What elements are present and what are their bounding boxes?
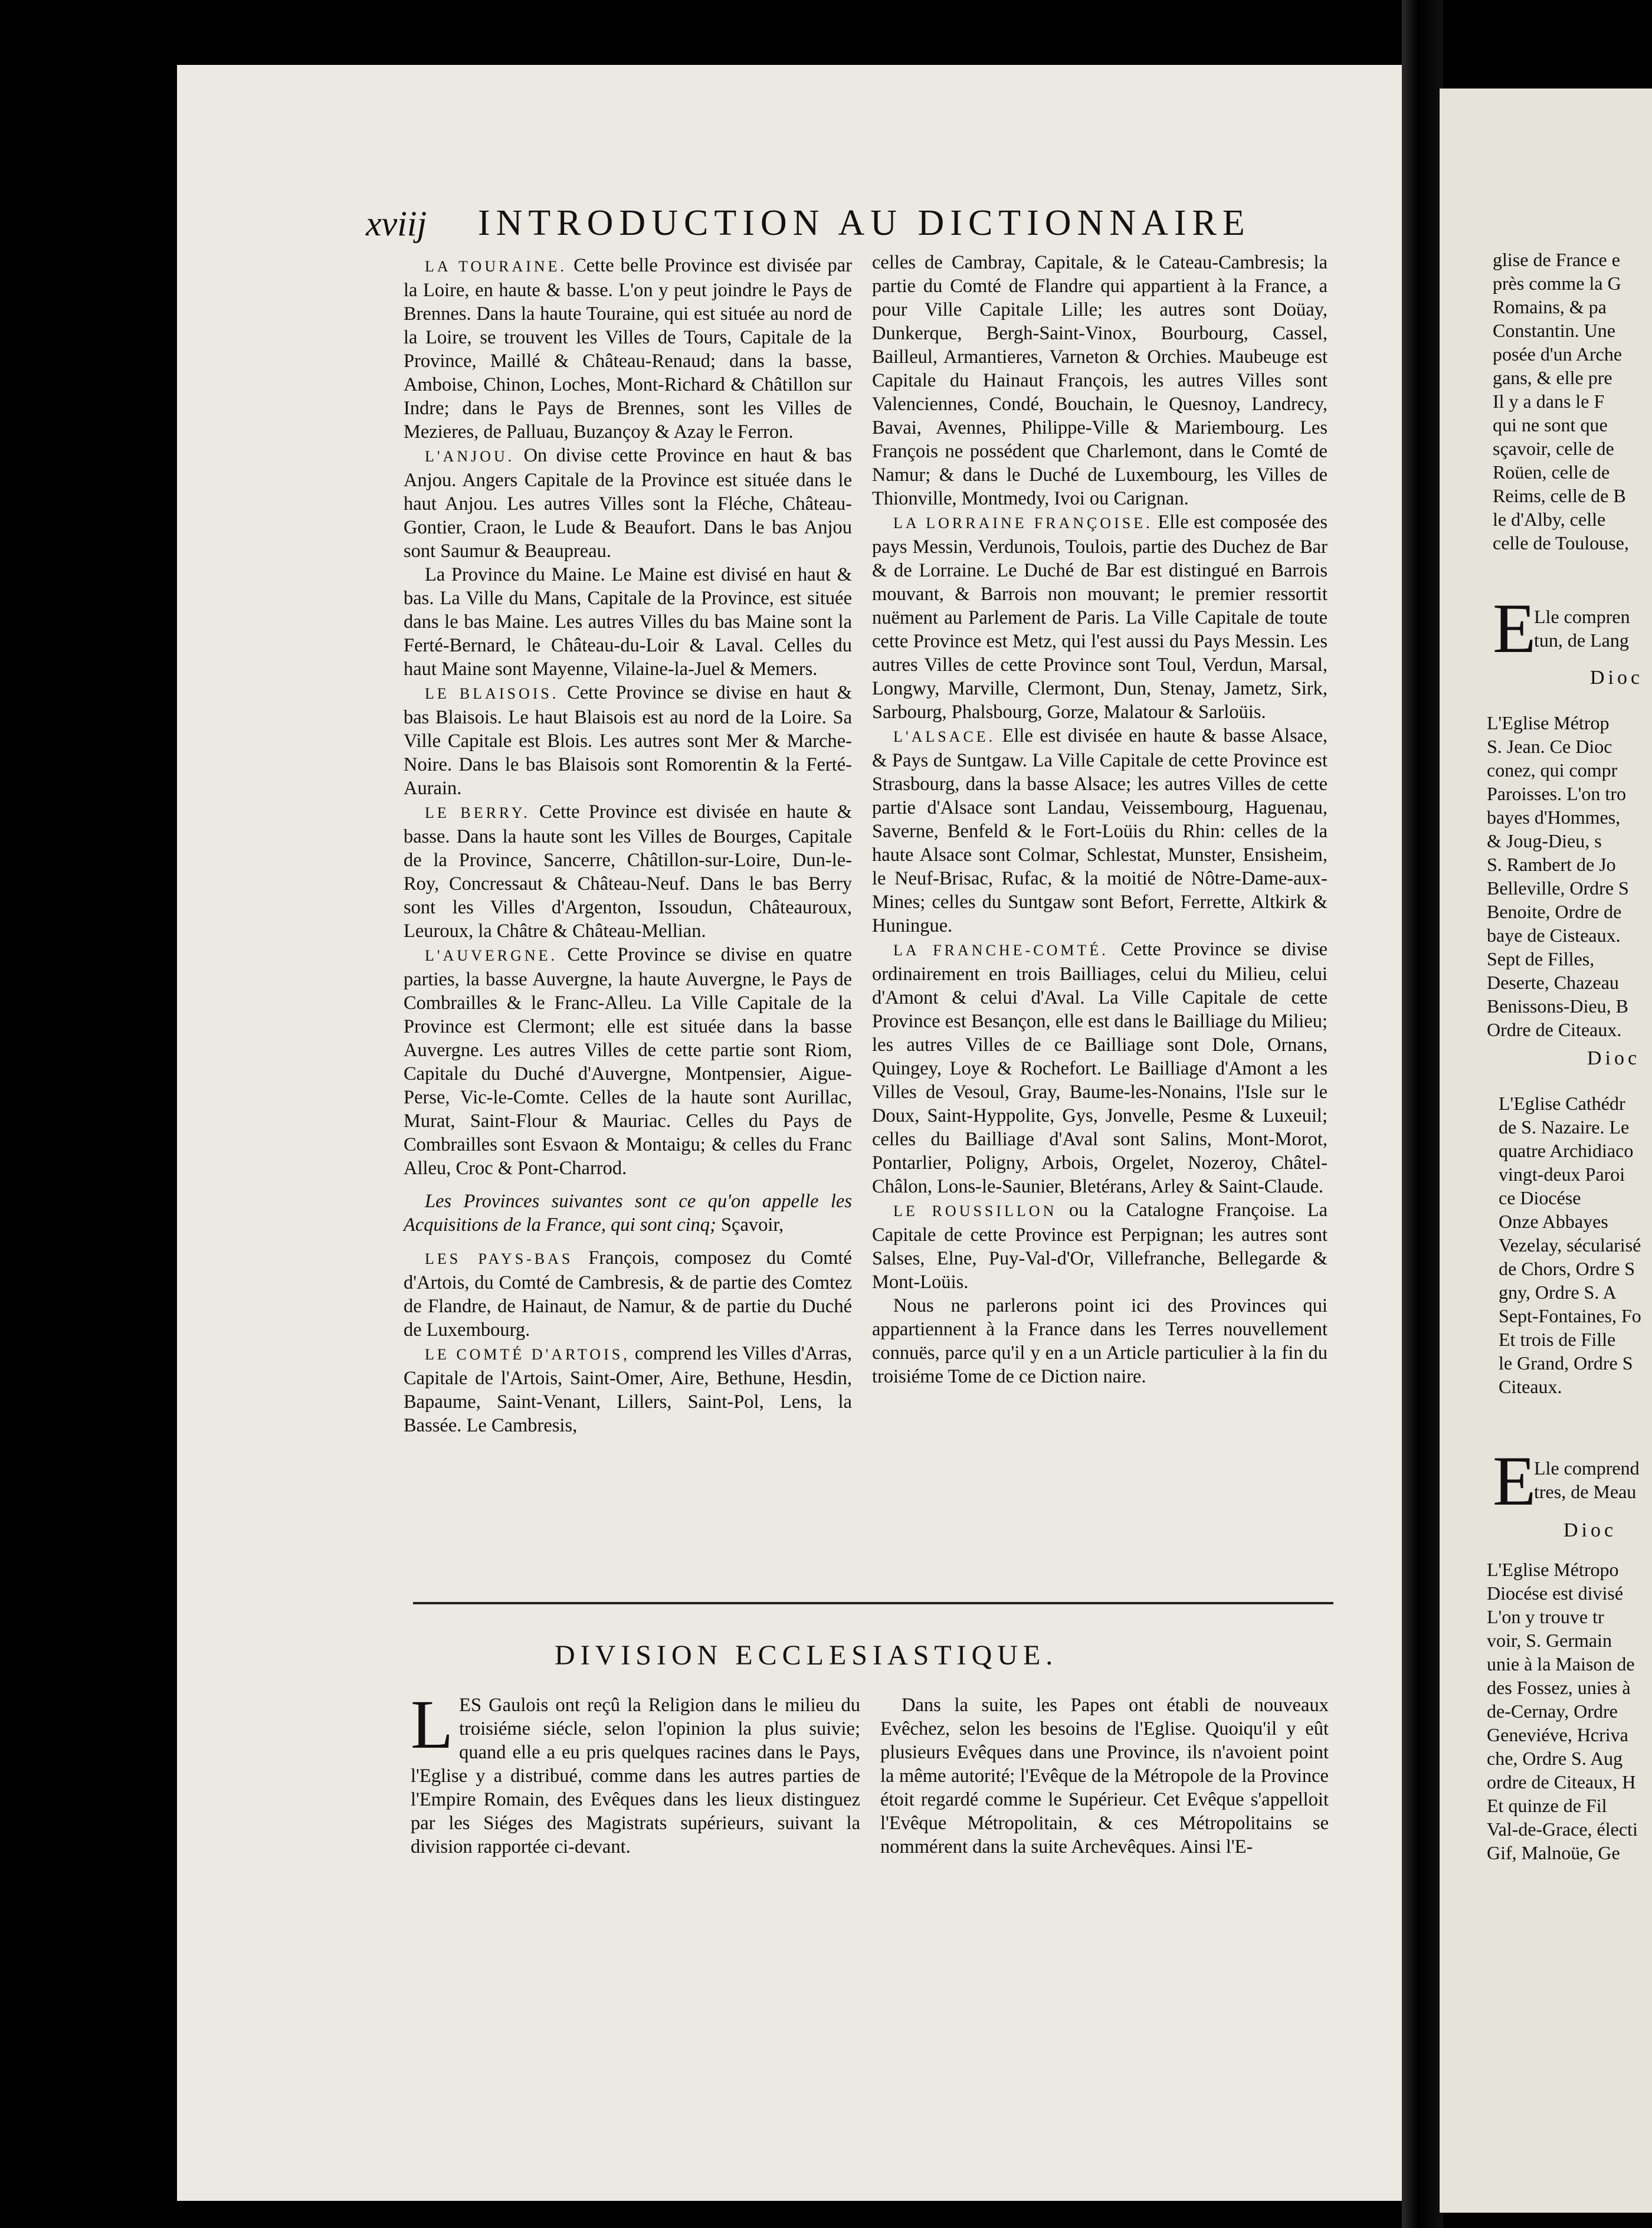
paragraph-text: comprend les Villes d'Arras, Capitale de l'Artois, Saint-Omer, Aire, Bethune, Hesdin, Bapaume, Saint-Venant, Lillers, Saint-Pol, Lens, la Bassée. Le Cambresis,: [404, 1343, 852, 1436]
right-page-line: Constantin. Une: [1493, 320, 1615, 341]
right-page-line: Et trois de Fille: [1499, 1329, 1616, 1350]
diocese-heading: Dioc: [1587, 1047, 1641, 1069]
paragraph-closing: [872, 1294, 1328, 1388]
drop-cap: L: [411, 1686, 454, 1763]
right-page-line: Il y a dans le F: [1493, 391, 1605, 412]
right-page-line: Lle compren: [1534, 606, 1630, 627]
paragraph-text: Sçavoir,: [720, 1214, 784, 1236]
paragraph-text: Cette Province se divise en quatre parties, la basse Auvergne, la haute Auvergne, le Pays de Combrailles & le Franc-Alleu. La Ville Capitale de la Province est Clermont; elle est située dans la basse Auvergne. Les autres Villes de cette partie sont Riom, Capitale du Duché d'Auvergne, Montpensier, Aigue-Perse, Vic-le-Comte. Celles de la haute sont Aurillac, Murat, Saint-Flour & Mauriac. Celles du Pays de Combrailles sont Esvaon & Montaigu; & celles du Franc Alleu, Croc & Pont-Charrod.: [404, 944, 852, 1179]
right-page-line: tres, de Meau: [1534, 1481, 1637, 1502]
paragraph-anjou: [404, 444, 852, 563]
paragraph-text: Dans la suite, les Papes ont établi de nouveaux Evêchez, selon les besoins de l'Eglise. Quoiqu'il y eût plusieurs Evêques dans une Province, ils n'avoient point la même autorité; l'Evêque de la Métropole de la Province étoit regardé comme le Supérieur. Cet Evêque s'appelloit l'Evêque Métropolitain, & ces Métropolitains se nommérent dans la suite Archevêques. Ainsi l'E-: [880, 1695, 1329, 1857]
division-column-right: [880, 1693, 1329, 1859]
province-heading: L'AUVERGNE.: [425, 947, 558, 964]
division-column-left: [411, 1686, 860, 1859]
running-title: INTRODUCTION AU DICTIONNAIRE: [478, 203, 1251, 243]
right-page-line: Deserte, Chazeau: [1487, 972, 1619, 993]
province-heading: L'ALSACE.: [893, 728, 996, 745]
right-page-line: Romains, & pa: [1493, 296, 1607, 317]
province-heading: LA LORRAINE FRANÇOISE.: [893, 515, 1153, 532]
right-page-line: S. Jean. Ce Dioc: [1487, 736, 1612, 757]
diocese-heading: Dioc: [1590, 667, 1644, 689]
right-page-line: posée d'un Arche: [1493, 343, 1622, 365]
right-page-line: qui ne sont que: [1493, 414, 1608, 435]
paragraph-alsace: [872, 724, 1328, 938]
drop-cap: E: [1493, 1441, 1536, 1520]
right-page-line: Citeaux.: [1499, 1376, 1562, 1397]
paragraph-roussillon: [872, 1198, 1328, 1294]
section-title: DIVISION ECCLESIASTIQUE.: [555, 1640, 1058, 1671]
paragraph-franche-comte: [872, 938, 1328, 1198]
right-page-line: L'Eglise Métrop: [1487, 712, 1610, 733]
right-page-line: gans, & elle pre: [1493, 367, 1612, 388]
right-page-line: glise de France e: [1493, 249, 1620, 270]
paragraph-flandre: [872, 251, 1328, 510]
right-page-line: che, Ordre S. Aug: [1487, 1748, 1623, 1769]
province-heading: LE BLAISOIS.: [425, 685, 559, 702]
paragraph-text: François, composez du Comté d'Artois, du Comté de Cambresis, & de partie des Comtez de Flandre, de Hainaut, de Namur, & de partie du Duché de Luxembourg.: [404, 1247, 852, 1341]
right-page-line: unie à la Maison de: [1487, 1653, 1635, 1675]
right-page-line: sçavoir, celle de: [1493, 438, 1614, 459]
province-heading: LES PAYS-BAS: [425, 1250, 573, 1267]
paragraph-division-right: [880, 1693, 1329, 1859]
right-page-line: conez, qui compr: [1487, 759, 1618, 781]
paragraph-maine: [404, 563, 852, 681]
paragraph-text: ES Gaulois ont reçû la Religion dans le milieu du troisiéme siécle, selon l'opinion la plus suivie; quand elle a eu pris quelques racines dans le Pays, l'Eglise y a distribué, comme dans les autres parties de l'Empire Romain, des Evêques dans les lieux distinguez par les Siéges des Magistrats supérieurs, suivant la division rapportée ci-devant.: [411, 1695, 860, 1857]
paragraph-text: ou la Catalogne Françoise. La Capitale de cette Province est Perpignan; les autres sont Salses, Elne, Puy-Val-d'Or, Villefranche, Bellegarde & Mont-Loüis.: [872, 1200, 1328, 1293]
column-left: [404, 254, 852, 1437]
right-page-line: voir, S. Germain: [1487, 1630, 1612, 1651]
paragraph-lorraine: [872, 510, 1328, 724]
paragraph-auvergne: [404, 943, 852, 1180]
paragraph-pays-bas: [404, 1246, 852, 1342]
paragraph-text: Cette Province est divisée en haute & basse. Dans la haute sont les Villes de Bourges, Capitale de la Province, Sancerre, Châtillon-sur-Loire, Dun-le-Roy, Concressaut & Château-Neuf. Dans le bas Berry sont les Villes d'Argenton, Issoudun, Châteauroux, Leuroux, la Châtre & Château-Mellian.: [404, 801, 853, 942]
right-page-line: S. Rambert de Jo: [1487, 854, 1616, 875]
column-right: [872, 251, 1328, 1388]
right-page-line: de S. Nazaire. Le: [1499, 1116, 1630, 1138]
right-page-line: Sept-Fontaines, Fo: [1499, 1305, 1641, 1326]
paragraph-artois: [404, 1342, 852, 1437]
right-page-line: ce Diocése: [1499, 1187, 1581, 1208]
paragraph-text: Cette Province se divise en haut & bas Blaisois. Le haut Blaisois est au nord de la Loire. Sa Ville Capitale est Blois. Les autres sont Mer & Marche-Noire. Dans le bas Blaisois sont Romorentin & la Ferté-Aurain.: [404, 682, 852, 799]
right-page-line: quatre Archidiaco: [1499, 1140, 1634, 1161]
province-heading: La Province du Maine.: [425, 564, 605, 585]
right-page-line: Roüen, celle de: [1493, 461, 1610, 483]
province-heading: LE BERRY.: [425, 804, 530, 821]
right-page-line: Lle comprend: [1534, 1457, 1640, 1479]
province-heading: LE ROUSSILLON: [893, 1203, 1057, 1220]
right-page-line: Ordre de Citeaux.: [1487, 1019, 1622, 1040]
right-page-line: Benoite, Ordre de: [1487, 901, 1622, 922]
right-page-line: Vezelay, sécularisé: [1499, 1234, 1641, 1256]
province-heading: L'ANJOU.: [425, 448, 515, 465]
right-page-line: Diocése est divisé: [1487, 1582, 1624, 1604]
right-page-line: près comme la G: [1493, 273, 1621, 294]
paragraph-blaisois: [404, 681, 852, 800]
paragraph-text: Elle est divisée en haute & basse Alsace, & Pays de Suntgaw. La Ville Capitale de cette Province est Strasbourg, dans la basse Alsace; les autres Villes de cette partie d'Alsace sont Landau, Veissembourg, Haguenau, Saverne, Benfeld & le Fort-Loüis du Rhin: celles de la haute Alsace sont Colmar, Schlestat, Munster, Ensisheim, le Neuf-Brisac, Rufac, & la moitié de Nôtre-Dame-aux-Mines; celles du Suntgaw sont Befort, Ferrette, Altkirk & Huningue.: [872, 725, 1328, 936]
right-page-line: L'Eglise Cathédr: [1499, 1093, 1625, 1114]
section-divider: [413, 1602, 1333, 1604]
right-page-line: L'Eglise Métropo: [1487, 1559, 1619, 1580]
paragraph-text: Cette belle Province est divisée par la Loire, en haute & basse. L'on y peut joindre le Pays de Brennes. Dans la haute Touraine, qui est située au nord de la Loire, se trouvent les Villes de Tours, Capitale de la Province, Maillé & Château-Renaud; dans la basse, Amboise, Chinon, Loches, Mont-Richard & Châtillon sur Indre; dans le Pays de Brennes, sont les Villes de Mezieres, de Palluau, Buzançoy & Azay le Ferron.: [404, 255, 853, 443]
diocese-heading: Dioc: [1564, 1519, 1617, 1541]
right-page-line: Belleville, Ordre S: [1487, 877, 1629, 899]
right-page-line: Sept de Filles,: [1487, 948, 1595, 969]
right-page-line: Gif, Malnoüe, Ge: [1487, 1842, 1620, 1863]
right-page-line: bayes d'Hommes,: [1487, 807, 1621, 828]
right-page-line: vingt-deux Paroi: [1499, 1164, 1625, 1185]
paragraph-berry: [404, 800, 852, 943]
right-page-line: Geneviéve, Hcriva: [1487, 1724, 1628, 1745]
province-heading: LA FRANCHE-COMTÉ.: [893, 942, 1109, 959]
right-page-line: de-Cernay, Ordre: [1487, 1701, 1618, 1722]
paragraph-text: Elle est composée des pays Messin, Verdunois, Toulois, partie des Duchez de Bar & de Lorraine. Le Duché de Bar est distingué en Barrois mouvant, & Barrois non mouvant; le premier ressortit nuëment au Parlement de Paris. La Ville Capitale de toute cette Province est Metz, qui l'est aussi du Pays Messin. Les autres Villes de cette Province sont Toul, Verdun, Marsal, Longwy, Marville, Clermont, Dun, Stenay, Jametz, Sirk, Sarbourg, Phalsbourg, Gorze, Malatour & Sarloüis.: [872, 512, 1328, 723]
paragraph-acquisitions: [404, 1190, 852, 1237]
paragraph-text: Nous ne parlerons point ici des Provinces qui appartiennent à la France dans les Terres nouvellement connuës, parce qu'il y en a un Article particulier à la fin du troisiéme Tome de ce Diction naire.: [872, 1295, 1328, 1387]
right-page-line: Val-de-Grace, électi: [1487, 1819, 1638, 1840]
right-page-line: & Joug-Dieu, s: [1487, 830, 1602, 851]
right-page-line: ordre de Citeaux, H: [1487, 1771, 1636, 1793]
right-page-line: Onze Abbayes: [1499, 1211, 1608, 1232]
right-page-line: baye de Cisteaux.: [1487, 925, 1621, 946]
right-page-line: gny, Ordre S. A: [1499, 1282, 1617, 1303]
right-page-line: Paroisses. L'on tro: [1487, 783, 1626, 804]
paragraph-text: On divise cette Province en haut & bas Anjou. Angers Capitale de la Province est située dans le haut Anjou. Les autres Villes sont la Fléche, Château-Gontier, Craon, le Lude & Beaufort. Dans le bas Anjou sont Saumur & Beaupreau.: [404, 445, 852, 562]
right-page-line: Benissons-Dieu, B: [1487, 995, 1628, 1017]
right-page-line: Et quinze de Fil: [1487, 1795, 1607, 1816]
right-page-line: Reims, celle de B: [1493, 485, 1626, 506]
paragraph-text: Le Maine est divisé en haut & bas. La Ville du Mans, Capitale de la Province, est située dans le bas Maine. Les autres Villes du bas Maine sont la Ferté-Bernard, le Château-du-Loir & Laval. Celles du haut Maine sont Mayenne, Vilaine-la-Juel & Memers.: [404, 564, 852, 680]
right-page-line: L'on y trouve tr: [1487, 1606, 1604, 1627]
province-heading: LA TOURAINE.: [425, 258, 568, 275]
page-header: [366, 204, 1263, 245]
book-gutter: [1402, 0, 1443, 2228]
province-heading: LE COMTÉ D'ARTOIS,: [425, 1346, 630, 1363]
right-page-line: des Fossez, unies à: [1487, 1677, 1631, 1698]
right-page-line: celle de Toulouse,: [1493, 532, 1629, 553]
right-page-line: de Chors, Ordre S: [1499, 1258, 1635, 1279]
paragraph-touraine: [404, 254, 852, 444]
right-page-line: tun, de Lang: [1534, 630, 1629, 651]
right-page-line: le Grand, Ordre S: [1499, 1352, 1633, 1374]
page-number: xviij: [366, 204, 427, 243]
paragraph-text: celles de Cambray, Capitale, & le Cateau-Cambresis; la partie du Comté de Flandre qui appartient à la France, a pour Ville Capitale Lille; les autres sont Doüay, Dunkerque, Bergh-Saint-Vinox, Bourbourg, Cassel, Bailleul, Armantieres, Varneton & Orchies. Maubeuge est Capitale du Hainaut François, les autres Villes sont Valenciennes, Condé, Bouchain, le Quesnoy, Landrecy, Bavai, Avennes, Philippe-Ville & Mariembourg. Les François ne possédent que Charlemont, dans le Comté de Namur; & dans le Duché de Luxembourg, les Villes de Thionville, Montmedy, Ivoi ou Carignan.: [872, 252, 1328, 509]
drop-cap: E: [1493, 589, 1536, 667]
acquisitions-intro: Les Provinces suivantes sont ce qu'on appelle les Acquisitions de la France, qui sont cinq;: [404, 1191, 852, 1236]
right-page-line: le d'Alby, celle: [1493, 509, 1606, 530]
paragraph-text: Cette Province se divise ordinairement en trois Bailliages, celui du Milieu, celui d'Amont & celui d'Aval. La Ville Capitale de cette Province est Besançon, elle est dans le Bailliage du Milieu; les autres Villes de ce Bailliage sont Dole, Ornans, Quingey, Loye & Rochefort. Le Bailliage d'Amont a les Villes de Vesoul, Gray, Baume-les-Nonains, l'Isle sur le Doux, Saint-Hyppolite, Gys, Jonvelle, Pesme & Luxeuil; celles du Bailliage d'Aval sont Salins, Mont-Morot, Pontarlier, Poligny, Arbois, Orgelet, Nozeroy, Châtel-Châlon, Lons-le-Saunier, Bletérans, Arley & Saint-Claude.: [872, 939, 1328, 1197]
